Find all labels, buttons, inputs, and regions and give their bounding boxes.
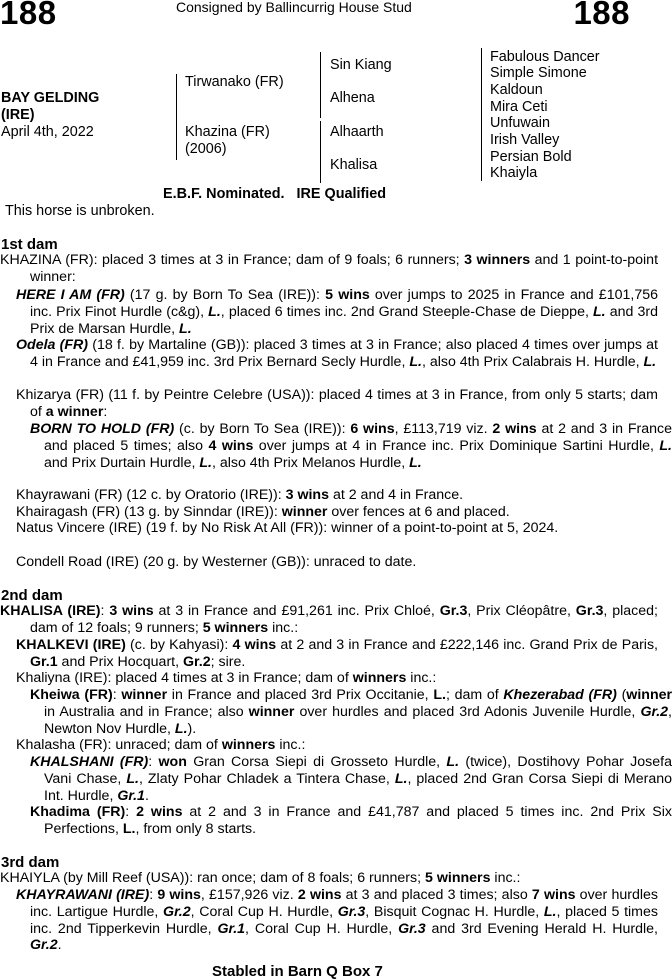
grade: L. — [446, 754, 460, 770]
progeny-khalshani — [0, 754, 672, 804]
grade: Gr.2 — [640, 703, 669, 720]
horse-name: KHALKEVI (IRE) — [16, 637, 126, 653]
text: ; dam of — [445, 687, 504, 703]
text: (c. by Born To Sea (IRE)): — [174, 421, 351, 437]
winner-text: winner — [281, 504, 328, 520]
text: ( — [616, 687, 627, 703]
text: , Zlaty Pohar Chladek a Tintera Chase, — [138, 770, 395, 787]
third-dam-para — [0, 870, 658, 887]
pedigree-gen4-1: Fabulous Dancer — [490, 49, 600, 65]
wins: 2 wins — [136, 804, 183, 820]
grade: L. — [174, 720, 188, 737]
grade: L. — [643, 353, 657, 370]
horse-name: HERE I AM (FR) — [16, 287, 125, 303]
grade: Gr.2 — [163, 903, 191, 920]
horse-name: Khadima (FR) — [30, 804, 126, 820]
grade: L. — [122, 820, 136, 837]
text: . — [144, 787, 149, 804]
text: at 2 and 3 in France and placed 5 times; also — [44, 421, 672, 454]
wins: 2 wins — [492, 421, 537, 437]
text: ). — [187, 720, 197, 737]
dam-name: KHALISA (IRE) — [0, 603, 101, 619]
progeny-khadima — [0, 804, 672, 838]
progeny-odela — [0, 337, 658, 371]
progeny-natus-vincere: Natus Vincere (IRE) (19 f. by No Risk At All (FR)): winner of a point-to-point at 5, 2024. — [16, 520, 559, 536]
pedigree-gen3-2: Alhena — [330, 90, 375, 106]
grade: Gr.3 — [439, 603, 468, 619]
text: , placed 2nd Gran Corsa Siepi di Merano Int. Hurdle, — [44, 770, 672, 804]
text: inc.: — [275, 737, 306, 753]
horse-name: Odela (FR) — [16, 337, 89, 353]
third-dam-heading: 3rd dam — [1, 854, 60, 871]
pedigree-gen3-4: Khalisa — [330, 157, 378, 173]
progeny-khayrawani-ire — [0, 887, 658, 954]
grade: Gr.1 — [30, 653, 58, 670]
text: (c. by Kahyasi): — [125, 637, 233, 653]
grade: Gr.3 — [337, 903, 366, 920]
text: (twice), Dostihovy Pohar Josefa Vani Chase, — [44, 754, 672, 787]
grade: L. — [126, 770, 139, 787]
grade: L. — [179, 320, 192, 337]
pedigree-gen4-8: Khaiyla — [490, 165, 538, 181]
horse-name: Khezerabad (FR) — [503, 687, 617, 703]
text: inc.: — [406, 670, 437, 686]
text: : — [125, 804, 137, 820]
text: , also 4th Prix Calabrais H. Hurdle, — [421, 353, 644, 370]
progeny-born-to-hold — [0, 421, 672, 471]
text: inc.: — [490, 870, 521, 886]
wins: 7 wins — [531, 887, 576, 903]
text: and 3rd Evening Herald H. Hurdle, — [425, 920, 658, 937]
text: at 2 and 4 in France. — [329, 487, 464, 503]
text: Khalasha (FR): unraced; dam of — [16, 737, 222, 753]
first-dam-para — [0, 252, 658, 286]
progeny-condell-road: Condell Road (IRE) (20 g. by Westerner (GB)): unraced to date. — [16, 554, 417, 570]
pedigree-gen3-3: Alhaarth — [330, 124, 384, 140]
text: , placed 6 times inc. 2nd Grand Steeple-Chase de Dieppe, — [220, 303, 594, 320]
grade: L. — [409, 454, 422, 471]
text: : — [100, 603, 110, 619]
text: Gran Corsa Siepi di Grosseto Hurdle, — [186, 754, 447, 770]
wins: 6 wins — [350, 421, 395, 437]
winners-count: 5 winners — [425, 870, 491, 886]
grade: Gr.1 — [217, 920, 246, 937]
text: , Coral Cup H. Hurdle, — [190, 903, 338, 920]
horse-name: BORN TO HOLD (FR) — [30, 421, 175, 437]
grade: Gr.2 — [183, 653, 211, 670]
grade: L. — [409, 353, 422, 370]
pedigree-gen4-5: Unfuwain — [490, 115, 550, 131]
text: , £157,926 viz. — [200, 887, 298, 903]
wins: 2 wins — [297, 887, 342, 903]
text: , from only 8 starts. — [135, 820, 257, 837]
winners-count: 3 winners — [464, 252, 531, 268]
winners-text: winners — [352, 670, 407, 686]
grade: Gr.1 — [117, 787, 145, 804]
text: ; sire. — [210, 653, 246, 670]
progeny-khalkevi — [0, 637, 658, 671]
text: KHAIYLA (by Mill Reef (USA)): ran once; dam of 8 foals; 6 runners; — [0, 870, 426, 886]
pedigree-dam: Khazina (FR) — [185, 124, 270, 140]
winners-count: 5 winners — [202, 619, 269, 636]
second-dam-para — [0, 603, 658, 637]
text: (18 f. by Martaline (GB)): placed 3 times at 3 in France; also placed 4 times over jumps at 4 in France and £41,959 inc. 3rd Prix Bernard Secly Hurdle, — [30, 337, 658, 370]
text: Khayrawani (FR) (12 c. by Oratorio (IRE)): — [16, 487, 286, 503]
pedigree-bracket-1 — [176, 74, 177, 160]
consignor: Consigned by Ballincurrig House Stud — [176, 0, 412, 15]
wins: 3 wins — [285, 487, 329, 503]
wins: 5 wins — [325, 287, 370, 303]
text: , £113,719 viz. — [394, 421, 493, 437]
text: and Prix Durtain Hurdle, — [44, 454, 200, 471]
nominations: E.B.F. Nominated. IRE Qualified — [163, 186, 387, 202]
winner-text: winner — [626, 687, 672, 703]
grade: L. — [659, 437, 672, 454]
grade: L. — [208, 303, 221, 320]
text: at 3 in France and £91,261 inc. Prix Chloé, — [153, 603, 440, 619]
text: in Australia and in France; also — [44, 703, 249, 720]
horse-description: BAY GELDING — [1, 90, 100, 106]
first-dam-heading: 1st dam — [1, 236, 58, 253]
text: at 2 and 3 in France and £41,787 and placed 5 times inc. 2nd Prix Six Perfections, — [44, 804, 672, 837]
grade: Gr.3 — [575, 603, 604, 619]
progeny-khalasha — [0, 737, 658, 754]
text: , also 4th Prix Melanos Hurdle, — [211, 454, 410, 471]
text: over jumps to 2025 in France and £101,756 inc. Prix Finot Hurdle (c&g), — [30, 287, 658, 320]
horse-name: KHAYRAWANI (IRE) — [16, 887, 150, 903]
progeny-khayrawani — [0, 487, 658, 504]
text: in France and placed 3rd Prix Occitanie, — [167, 687, 434, 703]
text: : — [112, 687, 122, 703]
grade: L. — [593, 303, 606, 320]
pedigree-gen3-1: Sin Kiang — [330, 57, 392, 73]
progeny-kheiwa — [0, 687, 672, 737]
horse-name: KHALSHANI (FR) — [30, 754, 149, 770]
text: , placed; dam of 12 foals; 9 runners; — [30, 603, 658, 636]
winner-text: winner — [121, 687, 168, 703]
second-dam-heading: 2nd dam — [1, 587, 63, 604]
progeny-khizarya — [0, 387, 658, 421]
winners-text: winners — [221, 737, 276, 753]
text: , Bisquit Cognac H. Hurdle, — [365, 903, 544, 920]
pedigree-bracket-2a — [320, 52, 321, 118]
pedigree-bracket-3 — [481, 48, 482, 181]
text: : — [149, 887, 158, 903]
text: over jumps at 4 in France inc. Prix Dominique Sartini Hurdle, — [253, 437, 660, 454]
pedigree-gen4-2: Simple Simone — [490, 65, 587, 81]
pedigree-bracket-2b — [320, 121, 321, 183]
text: , Coral Cup H. Hurdle, — [245, 920, 399, 937]
text: , Prix Cléopâtre, — [467, 603, 576, 619]
lot-number-right: 188 — [573, 0, 630, 31]
stabling-info: Stabled in Barn Q Box 7 — [212, 963, 383, 980]
winner-text: winner — [248, 703, 295, 720]
text: . — [57, 937, 62, 954]
grade: Gr.2 — [30, 937, 58, 954]
text: at 3 and placed 3 times; also — [341, 887, 532, 903]
grade: L. — [394, 770, 408, 787]
winner-text: a winner — [45, 403, 104, 420]
pedigree-gen4-3: Kaldoun — [490, 82, 543, 98]
grade: Gr.3 — [398, 920, 426, 937]
text: over hurdles inc. Lartigue Hurdle, — [30, 887, 658, 920]
progeny-khaliyna — [0, 670, 658, 687]
pedigree-gen4-6: Irish Valley — [490, 132, 560, 148]
text: , placed 5 times inc. 2nd Tipperkevin Hurdle, — [30, 903, 658, 937]
text: Khaliyna (IRE): placed 4 times at 3 in France; dam of — [16, 670, 353, 686]
horse-name: Kheiwa (FR) — [30, 687, 113, 703]
text: and 3rd Prix de Marsan Hurdle, — [30, 303, 658, 337]
pedigree-gen4-4: Mira Ceti — [490, 99, 548, 115]
wins: 3 wins — [109, 603, 154, 619]
text: KHAZINA (FR): placed 3 times at 3 in France; dam of 9 foals; 6 runners; — [0, 252, 465, 268]
grade: L. — [543, 903, 557, 920]
horse-breed: (IRE) — [1, 107, 35, 123]
pedigree-gen4-7: Persian Bold — [490, 149, 572, 165]
progeny-here-i-am — [0, 287, 658, 337]
pedigree-dam-year: (2006) — [185, 141, 227, 157]
text: Khizarya (FR) (11 f. by Peintre Celebre (USA)): placed 4 times at 3 in France, from only 5 starts; dam of — [16, 387, 658, 420]
text: , Newton Nov Hurdle, — [44, 703, 672, 737]
progeny-khairagash — [0, 504, 658, 521]
wins: 4 wins — [232, 637, 277, 653]
wins: 4 wins — [208, 437, 254, 454]
grade: L. — [433, 687, 446, 703]
text: at 2 and 3 in France and £222,146 inc. Grand Prix de Paris, — [276, 637, 658, 653]
pedigree-sire: Tirwanako (FR) — [185, 74, 284, 90]
won-text: won — [158, 754, 187, 770]
text: and Prix Hocquart, — [57, 653, 183, 670]
text: (17 g. by Born To Sea (IRE)): — [124, 287, 326, 303]
grade: L. — [199, 454, 212, 471]
text: inc.: — [268, 619, 299, 636]
foaled-date: April 4th, 2022 — [1, 124, 94, 140]
text: over fences at 6 and placed. — [327, 504, 510, 520]
text: : — [103, 403, 108, 420]
lot-number-left: 188 — [0, 0, 57, 31]
unbroken-note: This horse is unbroken. — [5, 203, 155, 219]
text: over hurdles and placed 3rd Adonis Juvenile Hurdle, — [294, 703, 641, 720]
text: : — [148, 754, 159, 770]
wins: 9 wins — [157, 887, 201, 903]
text: Khairagash (FR) (13 g. by Sinndar (IRE)): — [16, 504, 282, 520]
text: and 1 point-to-point winner: — [30, 252, 659, 285]
